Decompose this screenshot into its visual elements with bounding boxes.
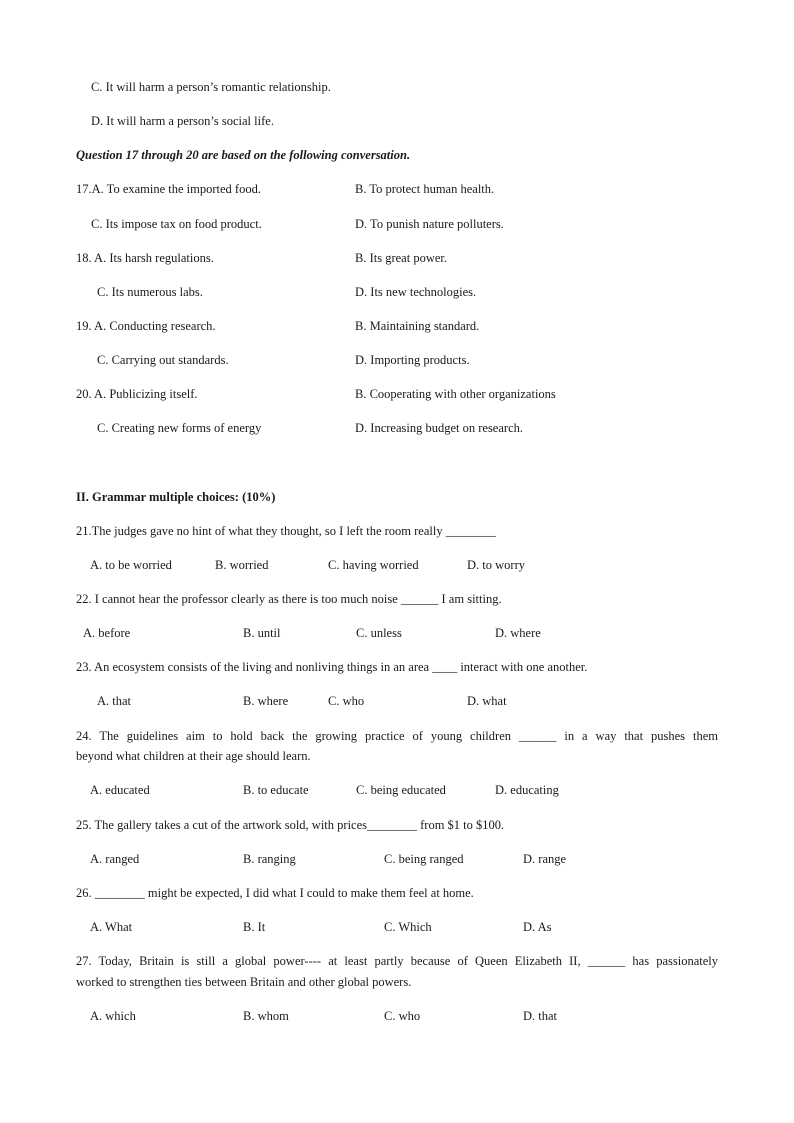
q20-option-c: C. Creating new forms of energy xyxy=(97,421,262,435)
q27-option-a: A. which xyxy=(90,1009,136,1023)
q25-option-b: B. ranging xyxy=(243,852,296,866)
q17-option-c: C. Its impose tax on food product. xyxy=(91,217,262,231)
q16-option-d: D. It will harm a person’s social life. xyxy=(91,114,274,128)
q22-option-c: C. unless xyxy=(356,626,402,640)
q24-option-b: B. to educate xyxy=(243,783,309,797)
q19-option-a: 19. A. Conducting research. xyxy=(76,319,216,333)
q25-stem: 25. The gallery takes a cut of the artwork sold, with prices________ from $1 to $100. xyxy=(76,818,505,832)
q20-option-a: 20. A. Publicizing itself. xyxy=(76,387,198,401)
q22-option-a: A. before xyxy=(83,626,131,640)
q17-option-b: B. To protect human health. xyxy=(355,182,495,196)
q27-option-b: B. whom xyxy=(243,1009,289,1023)
q18-option-d: D. Its new technologies. xyxy=(355,285,477,299)
q21-option-b: B. worried xyxy=(215,558,269,572)
q16-option-c: C. It will harm a person’s romantic relationship. xyxy=(91,80,331,94)
q23-stem: 23. An ecosystem consists of the living and nonliving things in an area ____ interact with one another. xyxy=(76,660,588,674)
q21-stem: 21.The judges gave no hint of what they thought, so I left the room really ________ xyxy=(76,524,496,538)
q26-option-a: A. What xyxy=(90,920,133,934)
q21-option-c: C. having worried xyxy=(328,558,419,572)
q24-stem: 24. The guidelines aim to hold back the growing practice of young children ______ in a way that pushes them xyxy=(76,729,718,743)
q24-option-a: A. educated xyxy=(90,783,150,797)
q23-option-d: D. what xyxy=(467,694,507,708)
q26-stem: 26. ________ might be expected, I did what I could to make them feel at home. xyxy=(76,886,474,900)
q23-option-b: B. where xyxy=(243,694,289,708)
q25-option-a: A. ranged xyxy=(90,852,140,866)
conversation-heading: Question 17 through 20 are based on the following conversation. xyxy=(76,148,411,162)
q23-option-a: A. that xyxy=(97,694,132,708)
q24-stem-continued: beyond what children at their age should learn. xyxy=(76,749,311,763)
q26-option-c: C. Which xyxy=(384,920,432,934)
q27-option-d: D. that xyxy=(523,1009,558,1023)
section-heading: II. Grammar multiple choices: (10%) xyxy=(76,490,276,504)
q19-option-d: D. Importing products. xyxy=(355,353,470,367)
q24-option-d: D. educating xyxy=(495,783,559,797)
q27-stem-continued: worked to strengthen ties between Britain and other global powers. xyxy=(76,975,412,989)
q18-option-b: B. Its great power. xyxy=(355,251,447,265)
q20-option-b: B. Cooperating with other organizations xyxy=(355,387,556,401)
q22-stem: 22. I cannot hear the professor clearly as there is too much noise ______ I am sitting. xyxy=(76,592,502,606)
q17-option-a: 17.A. To examine the imported food. xyxy=(76,182,261,196)
q21-option-a: A. to be worried xyxy=(90,558,172,572)
q18-option-c: C. Its numerous labs. xyxy=(97,285,203,299)
q26-option-b: B. It xyxy=(243,920,266,934)
q20-option-d: D. Increasing budget on research. xyxy=(355,421,523,435)
q19-option-c: C. Carrying out standards. xyxy=(97,353,229,367)
q25-option-d: D. range xyxy=(523,852,567,866)
q25-option-c: C. being ranged xyxy=(384,852,464,866)
q21-option-d: D. to worry xyxy=(467,558,525,572)
q22-option-b: B. until xyxy=(243,626,281,640)
q24-option-c: C. being educated xyxy=(356,783,446,797)
q22-option-d: D. where xyxy=(495,626,541,640)
q17-option-d: D. To punish nature polluters. xyxy=(355,217,504,231)
q19-option-b: B. Maintaining standard. xyxy=(355,319,480,333)
q18-option-a: 18. A. Its harsh regulations. xyxy=(76,251,214,265)
q27-stem: 27. Today, Britain is still a global power---- at least partly because of Queen Elizabeth II, ______ has passionately xyxy=(76,954,718,968)
q26-option-d: D. As xyxy=(523,920,552,934)
q27-option-c: C. who xyxy=(384,1009,421,1023)
q23-option-c: C. who xyxy=(328,694,365,708)
